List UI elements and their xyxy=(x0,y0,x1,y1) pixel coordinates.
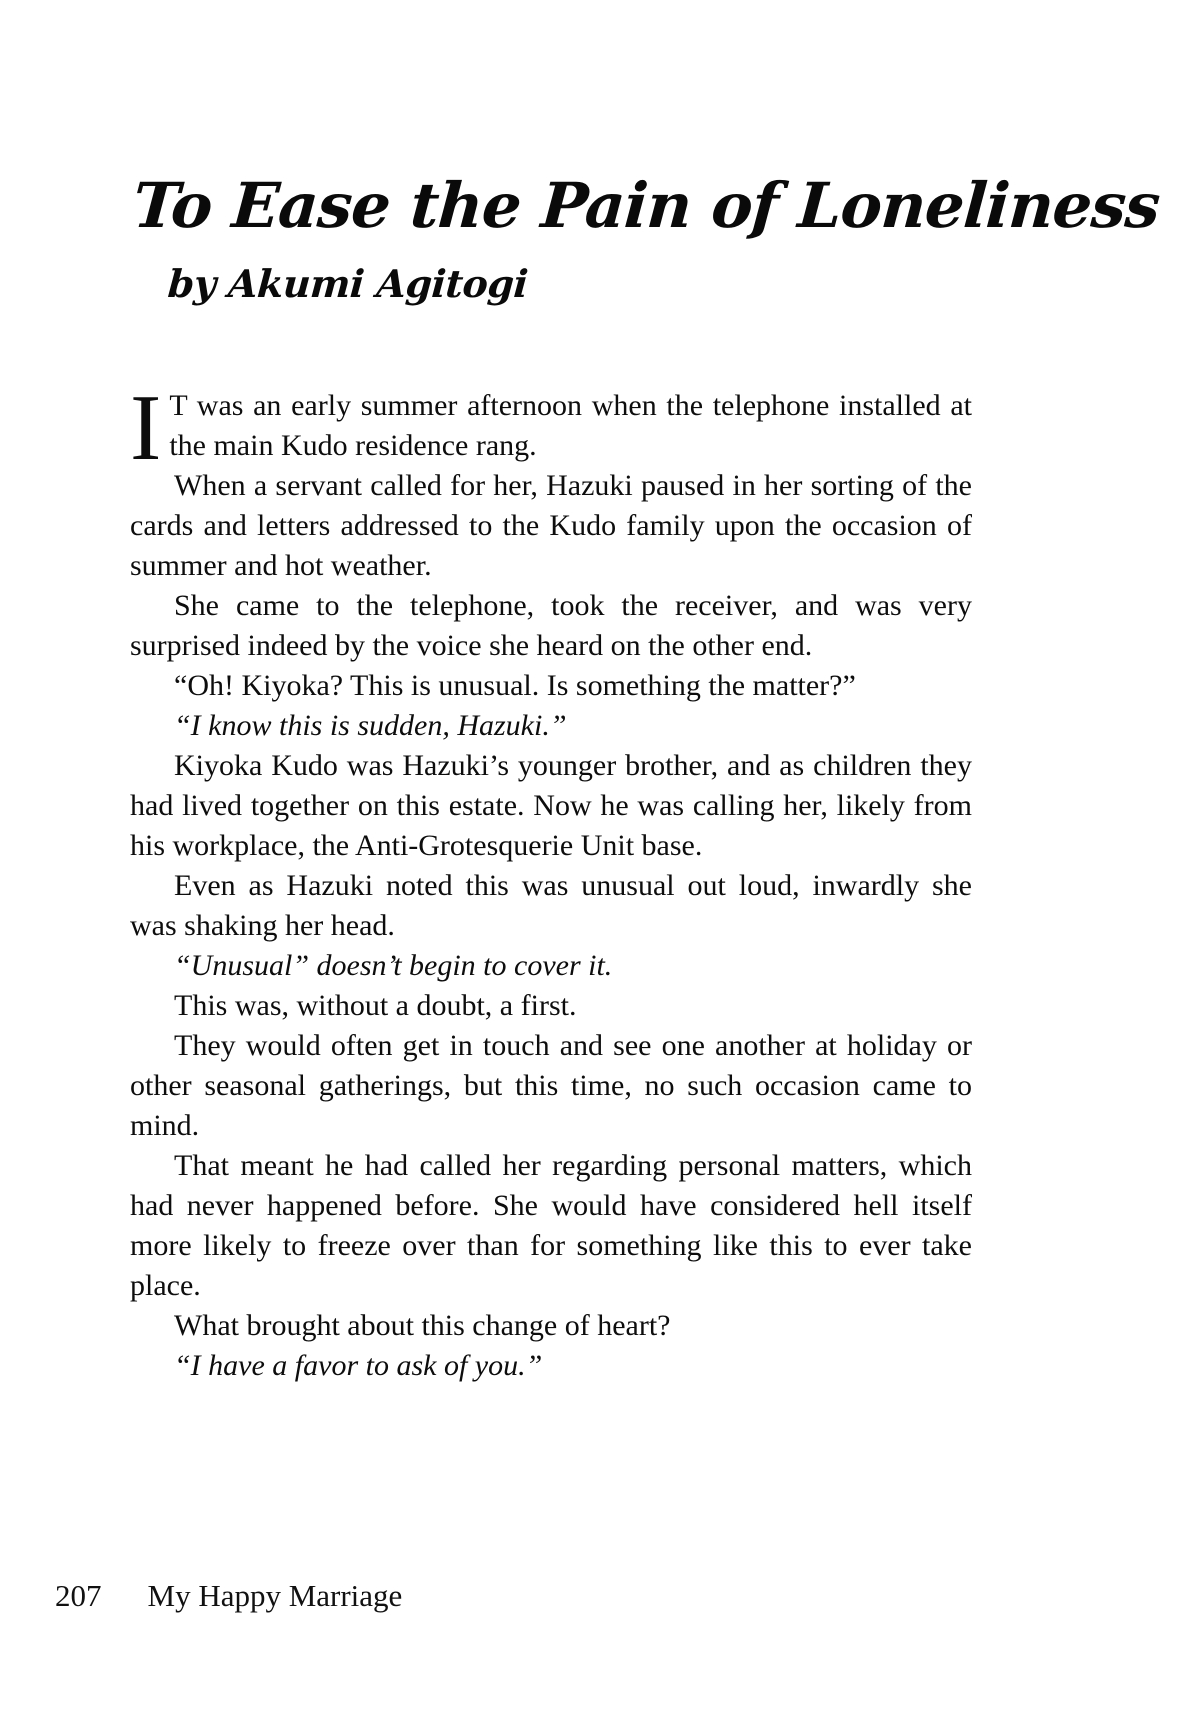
page-content xyxy=(130,160,1162,1386)
body-text xyxy=(130,376,972,1386)
chapter-title: To Ease the Pain of Loneliness xyxy=(130,169,1162,242)
paragraph: “Unusual” doesn’t begin to cover it. xyxy=(174,949,613,982)
paragraph: “Oh! Kiyoka? This is unusual. Is something the matter?” xyxy=(174,669,856,702)
paragraph: What brought about this change of heart? xyxy=(174,1309,671,1342)
drop-cap: I xyxy=(130,376,162,480)
page-footer xyxy=(55,1578,402,1614)
paragraph: That meant he had called her regarding personal matters, which had never happened before. She would have considered hell itself more likely to freeze over than for something like this to ever take place. xyxy=(130,1149,972,1302)
page-number: 207 xyxy=(55,1578,102,1613)
paragraph: They would often get in touch and see one another at holiday or other seasonal gatherings, but this time, no such occasion came to mind. xyxy=(130,1029,972,1142)
paragraph: When a servant called for her, Hazuki paused in her sorting of the cards and letters addressed to the Kudo family upon the occasion of summer and hot weather. xyxy=(130,469,972,582)
paragraph: This was, without a doubt, a first. xyxy=(174,989,577,1022)
chapter-author: by Akumi Agitogi xyxy=(166,261,530,306)
paragraph: I T was an early summer afternoon when the telephone installed at the main Kudo residence rang. xyxy=(130,376,972,480)
paragraph: Kiyoka Kudo was Hazuki’s younger brother, and as children they had lived together on this estate. Now he was calling her, likely from his workplace, the Anti-Grotesquerie Unit base. xyxy=(130,749,972,862)
paragraph: Even as Hazuki noted this was unusual out loud, inwardly she was shaking her head. xyxy=(130,869,972,942)
paragraph: She came to the telephone, took the receiver, and was very surprised indeed by the voice she heard on the other end. xyxy=(130,589,972,662)
paragraph: “I have a favor to ask of you.” xyxy=(174,1349,543,1382)
book-title: My Happy Marriage xyxy=(147,1578,403,1613)
paragraph: “I know this is sudden, Hazuki.” xyxy=(174,709,567,742)
